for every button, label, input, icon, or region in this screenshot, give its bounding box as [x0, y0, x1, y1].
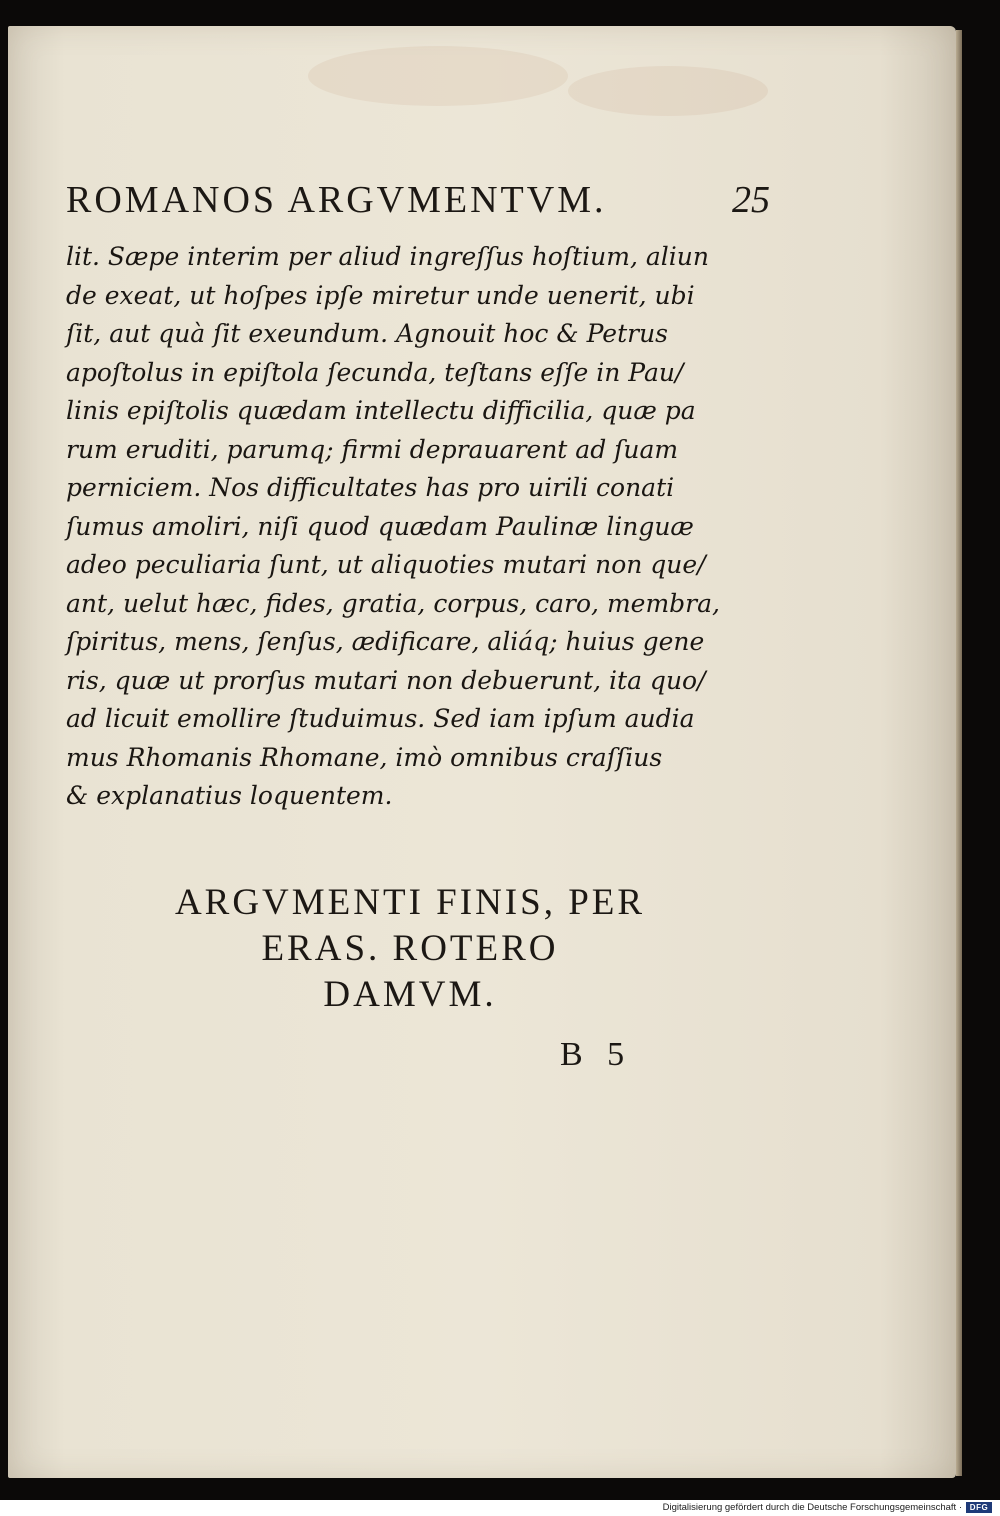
paper-stain: [308, 46, 568, 106]
text-line: ſit, aut quà ſit exeundum. Agnouit hoc & Petrus: [66, 319, 669, 348]
text-line: ris, quæ ut prorſus mutari non debuerunt, ita quo/: [66, 665, 706, 695]
colophon-line: ARGVMENTI FINIS, PER: [174, 882, 646, 923]
running-head-title: ROMANOS ARGVMENTVM.: [66, 179, 607, 221]
text-line: linis epiſtolis quædam intellectu difficilia, quæ pa: [66, 396, 696, 425]
text-line: & explanatius loquentem.: [66, 781, 393, 810]
signature-mark: B 5: [560, 1036, 633, 1073]
text-line: apoſtolus in epiſtola ſecunda, teſtans eſſe in Pau/: [66, 357, 684, 387]
colophon: [100, 880, 720, 1018]
text-line: ſumus amoliri, niſi quod quædam Paulinæ linguæ: [66, 511, 694, 541]
text-line: lit. Sæpe interim per aliud ingreſſus hoſtium, aliun: [66, 242, 709, 271]
text-line: mus Rhomanis Rhomane, imò omnibus craſſius: [66, 742, 663, 772]
text-line: rum eruditi, parumq; firmi deprauarent ad ſuam: [66, 434, 679, 464]
colophon-line: ERAS. ROTERO: [261, 928, 559, 969]
running-head: [66, 178, 776, 222]
page-number: 25: [732, 179, 770, 221]
text-line: de exeat, ut hoſpes ipſe miretur unde uenerit, ubi: [66, 280, 695, 310]
text-line: perniciem. Nos difficultates has pro uirili conati: [66, 473, 675, 502]
funding-credit: Digitalisierung gefördert durch die Deutsche Forschungsgemeinschaft ·: [662, 1502, 962, 1513]
paper-stain: [568, 66, 768, 116]
page-edge: [956, 30, 962, 1476]
text-line: ad licuit emollire ſtuduimus. Sed iam ipſum audia: [66, 704, 695, 733]
text-line: ant, uelut hæc, fides, gratia, corpus, caro, membra,: [66, 588, 720, 618]
dfg-logo: DFG: [966, 1502, 992, 1513]
text-line: ſpiritus, mens, ſenſus, ædificare, aliáq; huius gene: [66, 627, 705, 656]
colophon-line: DAMVM.: [323, 974, 497, 1015]
text-line: adeo peculiaria ſunt, ut aliquoties mutari non que/: [66, 550, 706, 579]
body-text: [66, 238, 746, 816]
